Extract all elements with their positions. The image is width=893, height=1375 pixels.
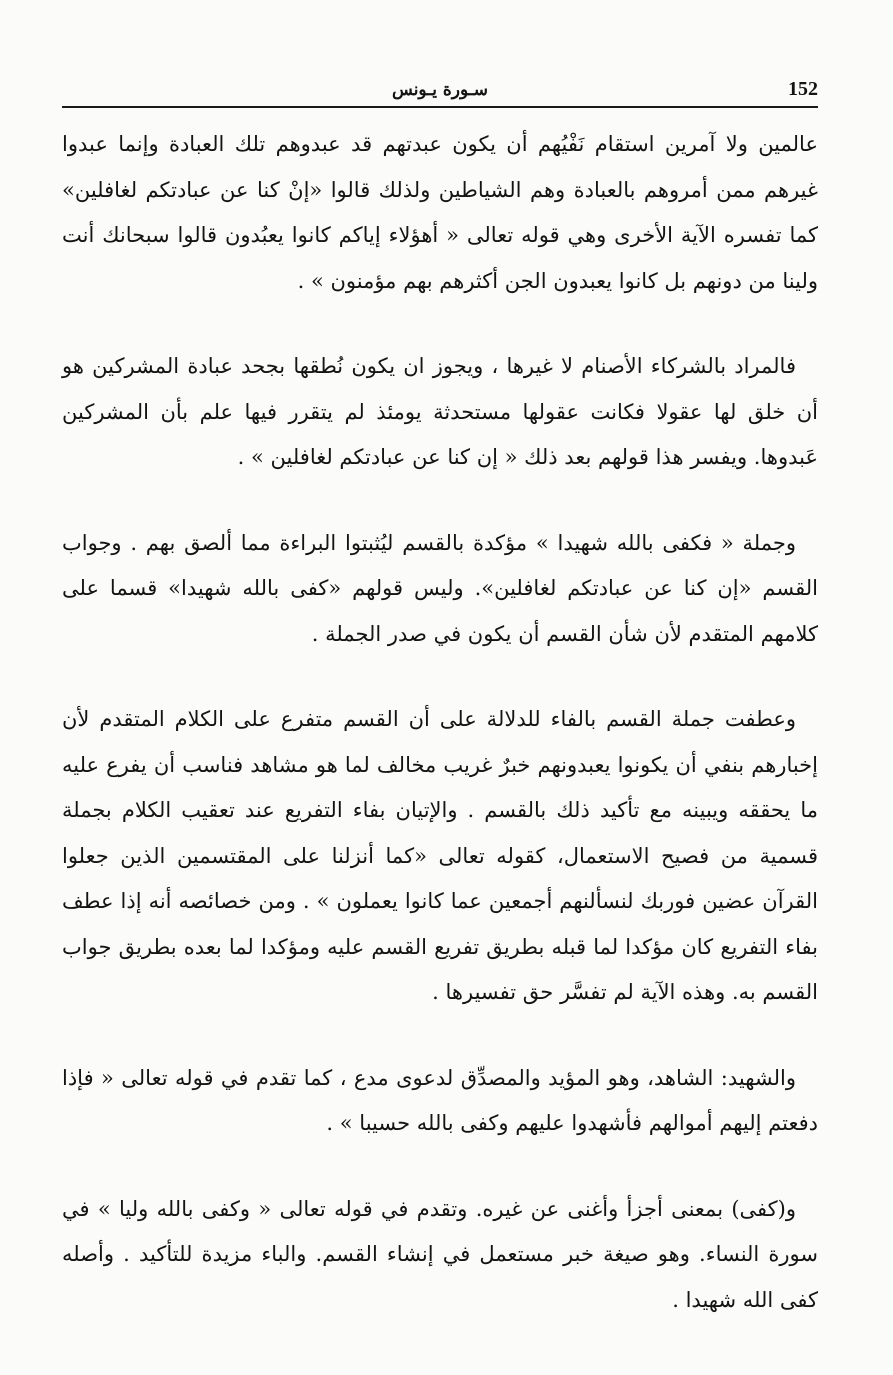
paragraph: عالمين ولا آمرين استقام نَفْيُهم أن يكون عبدتهم قد عبدوهم تلك العبادة وإنما عبدوا غيرهم ممن أمروهم بالعبادة وهم الشياطين ولذلك قالوا «إنْ كنا عن عبادتكم لغافلين» كما تفسره الآية الأخرى وهي قوله تعالى « أهؤلاء إياكم كانوا يعبُدون قالوا سبحانك أنت ولينا من دونهم بل كانوا يعبدون الجن أكثرهم بهم مؤمنون » . <box>62 132 818 293</box>
paragraph: والشهيد: الشاهد، وهو المؤيد والمصدِّق لدعوى مدع ، كما تقدم في قوله تعالى « فإذا دفعتم إليهم أموالهم فأشهدوا عليهم وكفى بالله حسيبا » . <box>62 1065 818 1135</box>
page-number: 152 <box>788 78 818 100</box>
page-header <box>62 72 818 108</box>
paragraph: وعطفت جملة القسم بالفاء للدلالة على أن القسم متفرع على الكلام المتقدم لأن إخبارهم بنفي أن يكونوا يعبدونهم خبرٌ غريب مخالف لما هو مشاهد فناسب أن يفرع عليه ما يحققه ويبينه مع تأكيد ذلك بالقسم . والإتيان بفاء التفريع عند تعقيب الكلام بجملة قسمية من فصيح الاستعمال، كقوله تعالى «كما أنزلنا على المقتسمين الذين جعلوا القرآن عضين فوربك لنسألنهم أجمعين عما كانوا يعملون » . ومن خصائصه أنه إذا عطف بفاء التفريع كان مؤكدا لما قبله بطريق تفريع القسم عليه ومؤكدا لما بعده بطريق جواب القسم به. وهذه الآية لم تفسَّر حق تفسيرها . <box>62 707 818 1004</box>
surah-title: سـورة يـونس <box>392 80 488 100</box>
paragraph: فالمراد بالشركاء الأصنام لا غيرها ، ويجوز ان يكون نُطقها بجحد عبادة المشركين هو أن خلق لها عقولا فكانت عقولها مستحدثة يومئذ لم يتقرر فيها علم بأن المشركين عَبدوها. ويفسر هذا قولهم بعد ذلك « إن كنا عن عبادتكم لغافلين » . <box>62 354 818 469</box>
page-body <box>62 122 818 1363</box>
paragraph: وجملة « فكفى بالله شهيدا » مؤكدة بالقسم ليُثبتوا البراءة مما ألصق بهم . وجواب القسم «إن كنا عن عبادتكم لغافلين». وليس قولهم «كفى بالله شهيدا» قسما على كلامهم المتقدم لأن شأن القسم أن يكون في صدر الجملة . <box>62 530 818 646</box>
header-rule <box>62 106 818 108</box>
paragraph: و(كفى) بمعنى أجزأ وأغنى عن غيره. وتقدم في قوله تعالى « وكفى بالله وليا » في سورة النساء. وهو صيغة خبر مستعمل في إنشاء القسم. والباء مزيدة للتأكيد . وأصله كفى الله شهيدا . <box>62 1196 818 1312</box>
